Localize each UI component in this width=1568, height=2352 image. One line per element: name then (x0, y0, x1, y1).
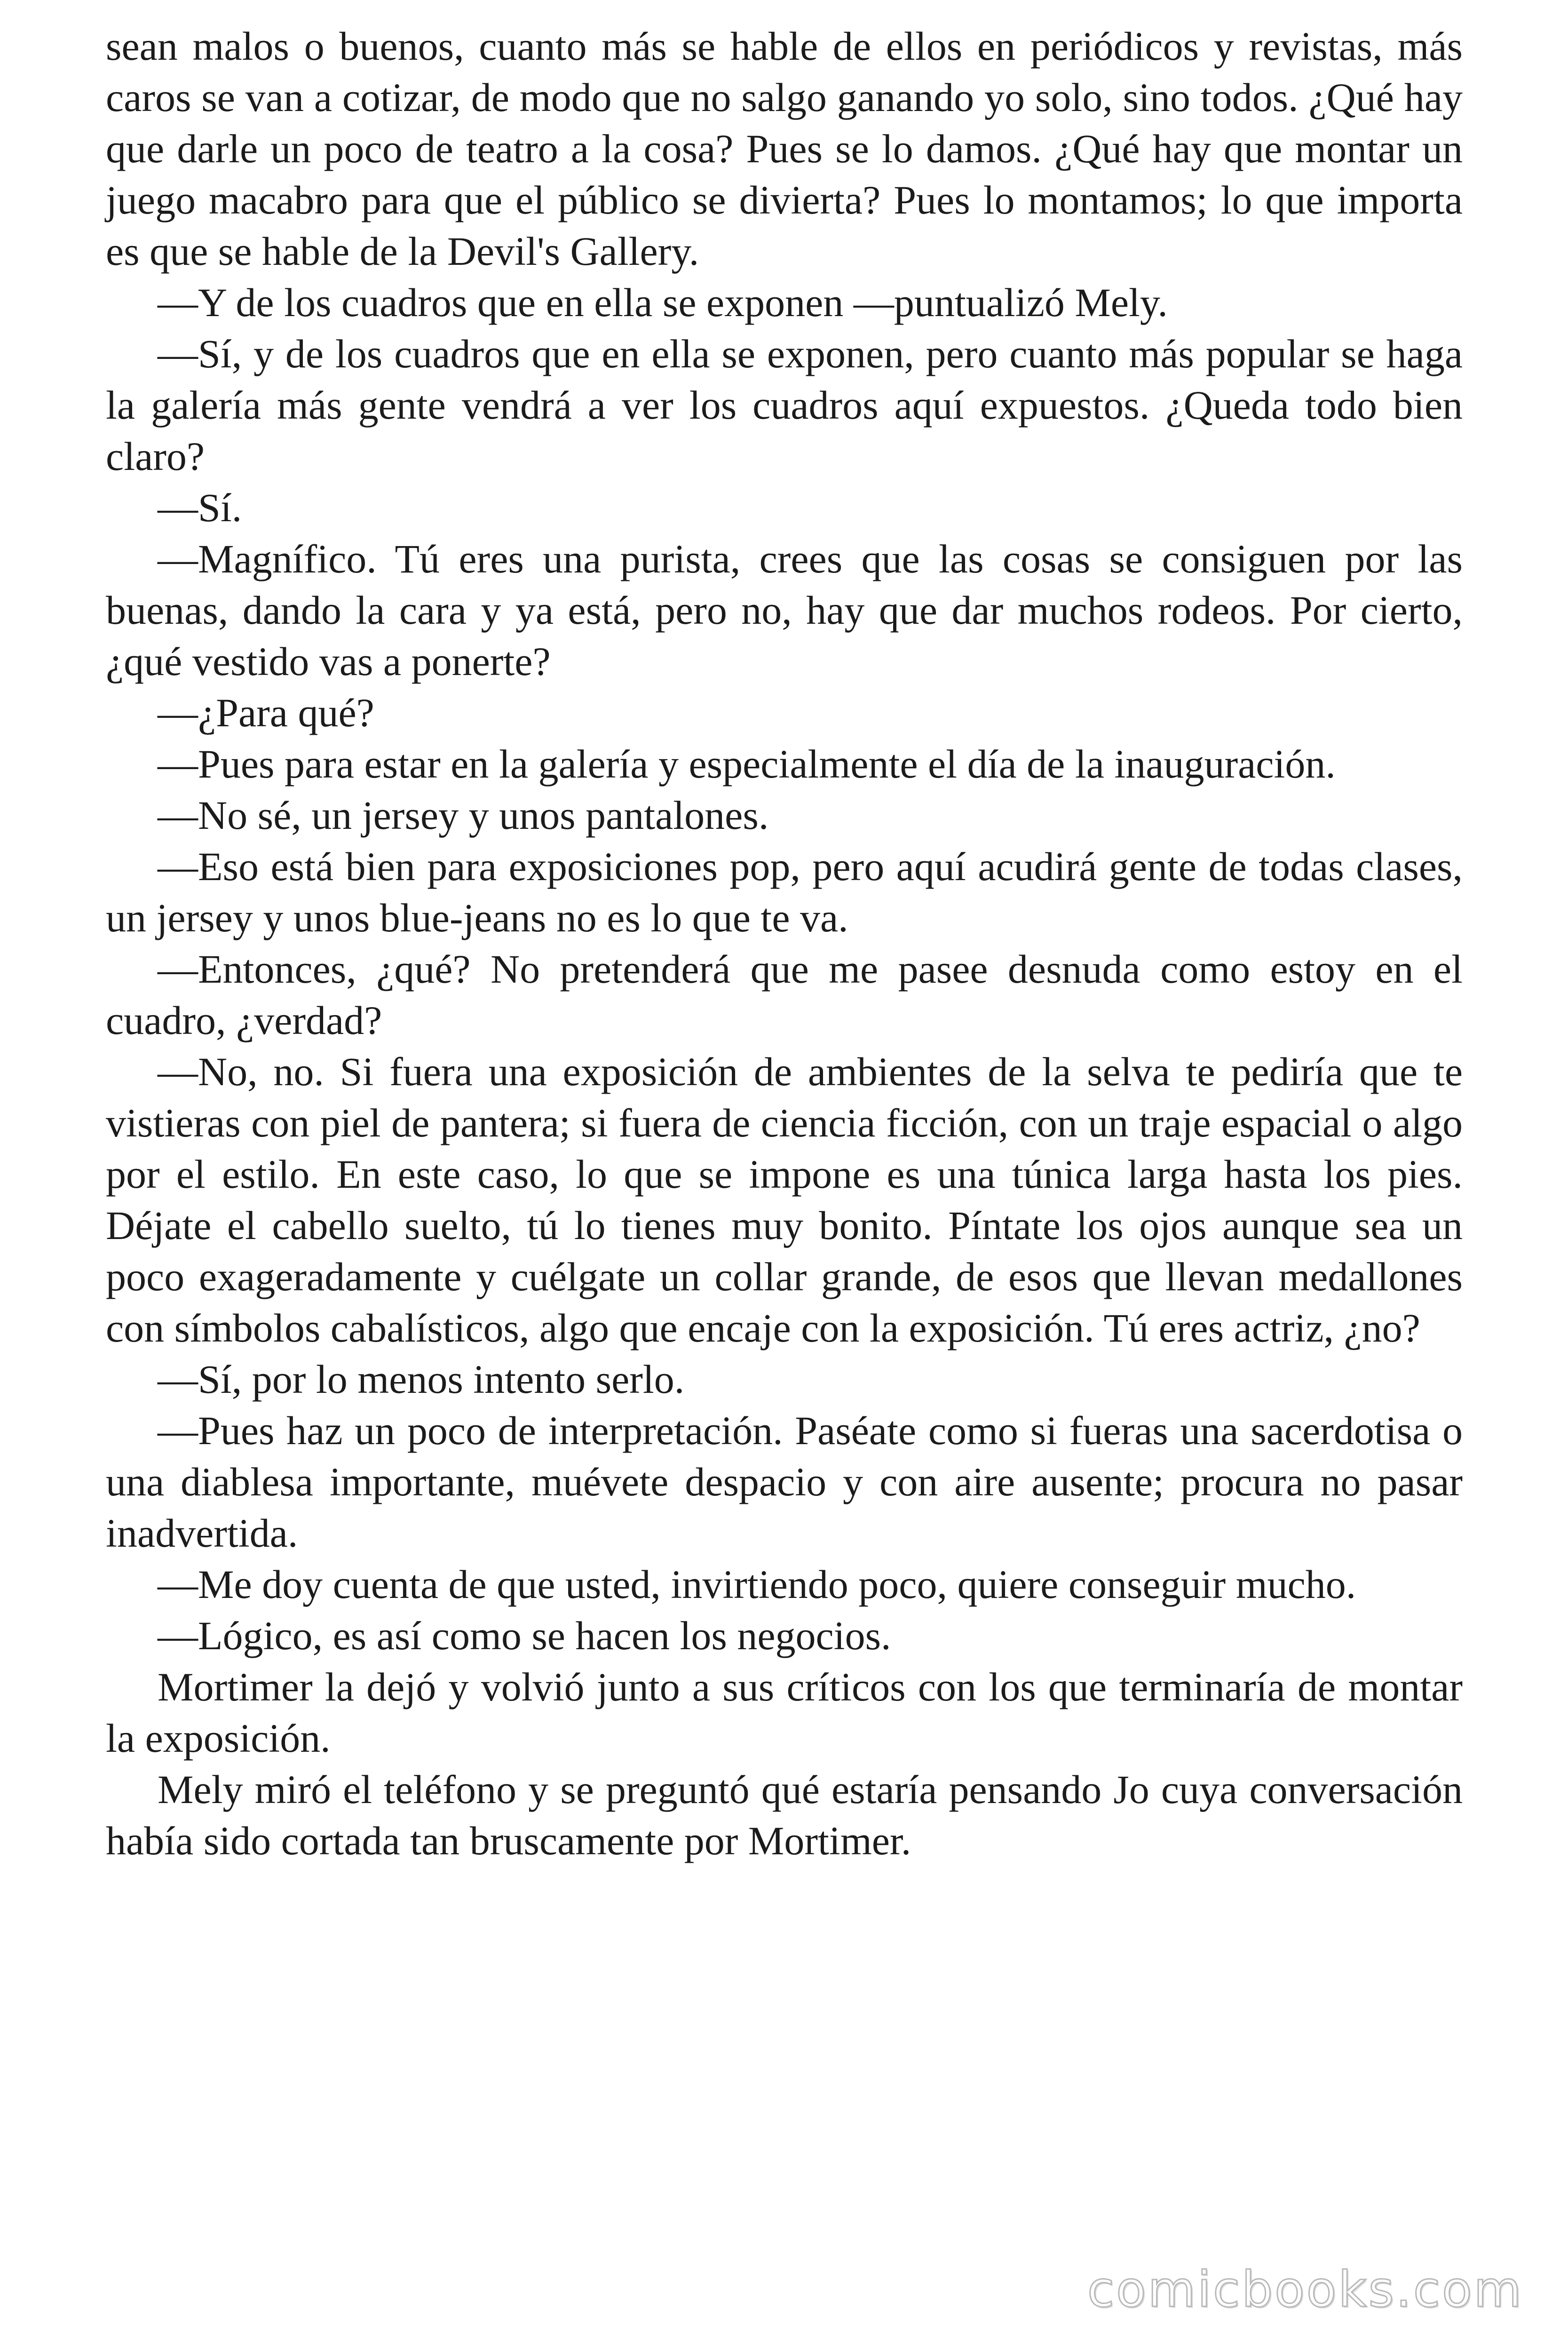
paragraph: —Magnífico. Tú eres una purista, crees que las cosas se consiguen por las buenas, dando la cara y ya está, pero no, hay que dar muchos rodeos. Por cierto, ¿qué vestido vas a ponerte? (106, 536, 1463, 684)
paragraph: Mortimer la dejó y volvió junto a sus críticos con los que terminaría de montar la exposición. (106, 1664, 1463, 1761)
paragraph: —Y de los cuadros que en ella se exponen —puntualizó Mely. (158, 280, 1168, 325)
watermark: comicbooks.com (1087, 2261, 1523, 2318)
paragraph: sean malos o buenos, cuanto más se hable de ellos en periódicos y revistas, más caros se van a cotizar, de modo que no salgo ganando yo solo, sino todos. ¿Qué hay que darle un poco de teatro a la cosa? Pues se lo damos. ¿Qué hay que montar un juego macabro para que el público se divierta? Pues lo montamos; lo que importa es que se hable de la Devil's Gallery. (106, 24, 1463, 274)
paragraph: —Me doy cuenta de que usted, invirtiendo poco, quiere conseguir mucho. (158, 1562, 1356, 1607)
paragraph: —Entonces, ¿qué? No pretenderá que me pasee desnuda como estoy en el cuadro, ¿verdad? (106, 946, 1463, 1043)
paragraph: —Sí, por lo menos intento serlo. (158, 1357, 685, 1402)
page-text (106, 21, 1463, 1867)
paragraph: —Eso está bien para exposiciones pop, pero aquí acudirá gente de todas clases, un jersey y unos blue-jeans no es lo que te va. (106, 844, 1463, 940)
paragraph: —Sí, y de los cuadros que en ella se exponen, pero cuanto más popular se haga la galería más gente vendrá a ver los cuadros aquí expuestos. ¿Queda todo bien claro? (106, 331, 1463, 479)
paragraph: —Pues haz un poco de interpretación. Paséate como si fueras una sacerdotisa o una diablesa importante, muévete despacio y con aire ausente; procura no pasar inadvertida. (106, 1408, 1463, 1556)
paragraph: —¿Para qué? (158, 690, 374, 735)
paragraph: Mely miró el teléfono y se preguntó qué estaría pensando Jo cuya conversación había sido cortada tan bruscamente por Mortimer. (106, 1767, 1463, 1863)
paragraph: —Sí. (158, 485, 242, 530)
paragraph: —Pues para estar en la galería y especialmente el día de la inauguración. (158, 741, 1336, 787)
paragraph: —Lógico, es así como se hacen los negocios. (158, 1613, 891, 1658)
paragraph: —No sé, un jersey y unos pantalones. (158, 793, 769, 838)
paragraph: —No, no. Si fuera una exposición de ambientes de la selva te pediría que te vistieras con piel de pantera; si fuera de ciencia ficción, con un traje espacial o algo por el estilo. En este caso, lo que se impone es una túnica larga hasta los pies. Déjate el cabello suelto, tú lo tienes muy bonito. Píntate los ojos aunque sea un poco exageradamente y cuélgate un collar grande, de esos que llevan medallones con símbolos cabalísticos, algo que encaje con la exposición. Tú eres actriz, ¿no? (106, 1049, 1463, 1351)
